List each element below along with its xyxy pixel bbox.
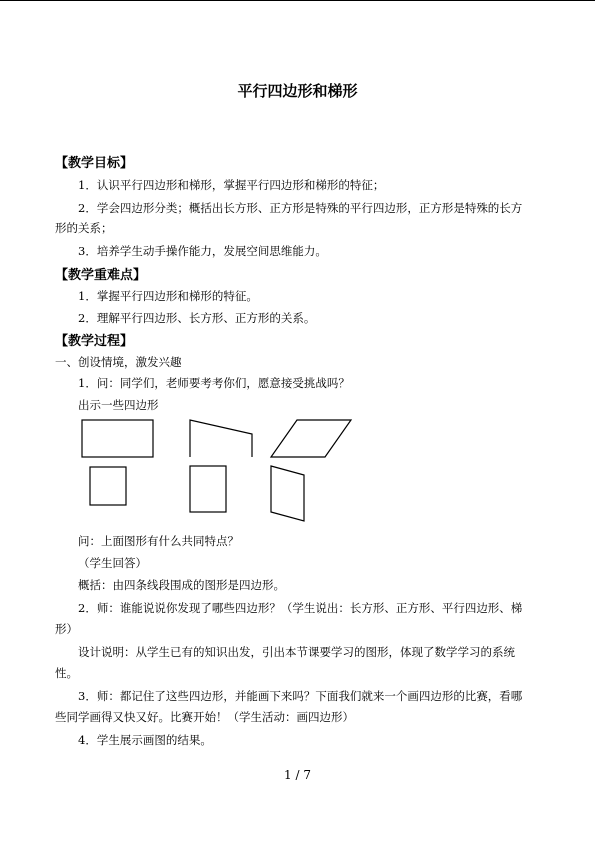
parallelogram-shape: [271, 420, 351, 457]
keypoints-heading: 【教学重难点】: [55, 268, 147, 283]
open-quadrilateral-shape: [190, 420, 252, 457]
keypoint-item-1: 1．掌握平行四边形和梯形的特征。: [78, 289, 258, 303]
process-line: 2．师：谁能说说你发现了哪些四边形？（学生说出：长方形、正方形、平行四边形、梯: [78, 601, 523, 615]
process-line: （学生回答）: [78, 556, 147, 570]
goal-item-3: 3．培养学生动手操作能力，发展空间思维能力。: [78, 244, 327, 258]
process-line: 性。: [55, 666, 78, 680]
rectangle-shape: [82, 420, 153, 457]
goals-heading: 【教学目标】: [55, 156, 134, 171]
process-line: 概括：由四条线段围成的图形是四边形。: [78, 578, 285, 592]
square-shape: [90, 467, 126, 505]
process-line: 出示一些四边形: [78, 398, 159, 412]
process-line: 问：上面图形有什么共同特点？: [78, 534, 239, 548]
process-heading: 【教学过程】: [55, 334, 134, 349]
goal-item-2: 2．学会四边形分类；概括出长方形、正方形是特殊的平行四边形，正方形是特殊的长方: [78, 201, 523, 215]
process-line: 4．学生展示画图的结果。: [78, 733, 212, 747]
process-line: 些同学画得又快又好。比赛开始！（学生活动：画四边形）: [55, 710, 354, 724]
goal-item-1: 1．认识平行四边形和梯形，掌握平行四边形和梯形的特征；: [78, 178, 385, 192]
process-line: 形）: [55, 622, 78, 636]
goal-item-2-cont: 形的关系；: [55, 221, 113, 235]
tall-rectangle-shape: [190, 466, 226, 512]
process-line: 3．师：都记住了这些四边形，并能画下来吗？下面我们就来一个画四边形的比赛，看哪: [78, 689, 523, 703]
document-title: 平行四边形和梯形: [237, 82, 358, 100]
page-number: 1 / 7: [284, 768, 311, 782]
process-line: 设计说明：从学生已有的知识出发，引出本节课要学习的图形，体现了数学学习的系统: [78, 645, 515, 659]
slanted-quadrilateral-shape: [271, 466, 304, 521]
keypoint-item-2: 2．理解平行四边形、长方形、正方形的关系。: [78, 311, 316, 325]
process-line: 1．问：同学们，老师要考考你们，愿意接受挑战吗？: [78, 376, 350, 390]
process-step-intro: 一、创设情境，激发兴趣: [55, 355, 182, 369]
